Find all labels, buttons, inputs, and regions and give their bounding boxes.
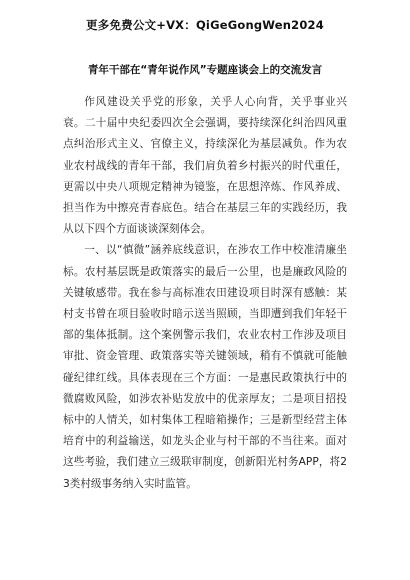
paragraph-section-one: 一、以“慎微”涵养底线意识，在涉农工作中校准清廉坐标。农村基层既是政策落实的最后一公里，也是廉政风险的关键敏感带。我在参与高标准农田建设项目时深有感触：某村支书曾在项目验收时暗示送当照顾，当即遭到我们年轻干部的集体抵制。这个案例警示我们，农业农村工作涉及项目审批、资金管理、政策落实等关键领域，稍有不慎就可能触碰纪律红线。具体表现在三个方面：一是惠民政策执行中的微腐败风险，如涉农补贴发放中的优亲厚友；二是项目招投标中的人情关，如村集体工程暗箱操作；三是新型经营主体培育中的利益输送，如龙头企业与村干部的不当往来。面对这些考验，我们建立三级联审制度，创新阳光村务APP，将23类村级事务纳入实时监管。 [63, 244, 347, 490]
document-title: 青年干部在“青年说作风”专题座谈会上的交流发言 [87, 64, 323, 76]
document-header: 更多免费公文+VX：QiGeGongWen2024 [86, 18, 324, 32]
paragraph-intro: 作风建设关乎党的形象，关乎人心向背，关乎事业兴衰。二十届中央纪委四次全会强调，要持续深化纠治四风重点纠治形式主义、官僚主义，持续深化为基层减负。作为农业农村战线的青年干部，我们肩负着乡村振兴的时代重任，更需以中央八项规定精神为镜鉴，在思想淬炼、作风养成、担当作为中擦亮青春底色。结合在基层三年的实践经历，我从以下四个方面谈谈深刻体会。 [63, 96, 347, 236]
document-body [63, 92, 347, 495]
